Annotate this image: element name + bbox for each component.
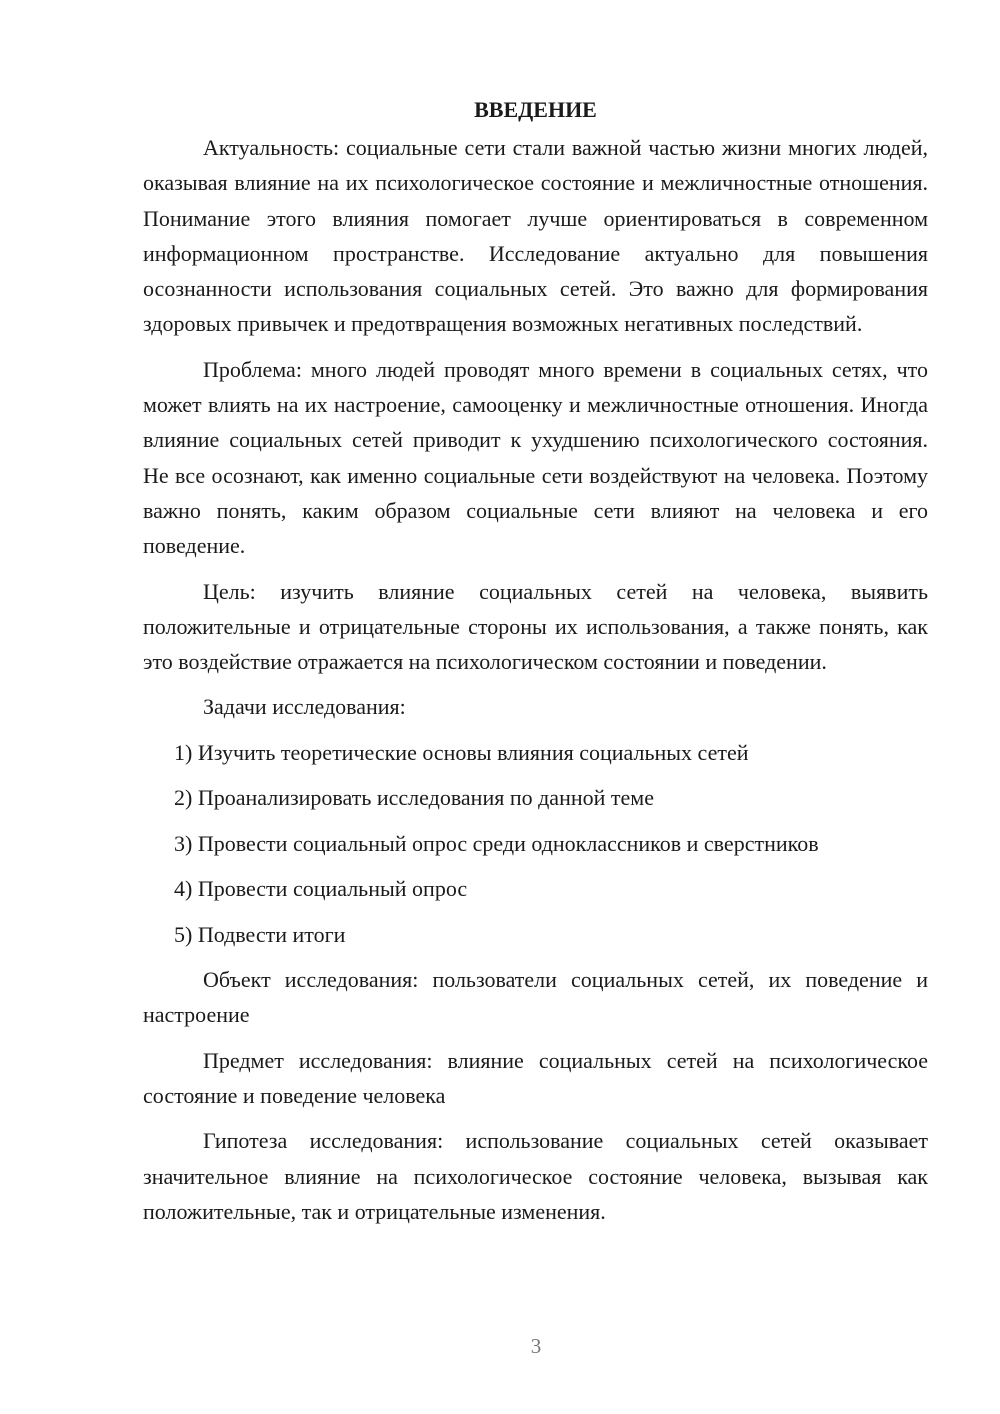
paragraph-subject: Предмет исследования: влияние социальных сетей на психологическое состояние и поведение человека: [143, 1047, 928, 1109]
task-list: [143, 735, 928, 952]
task-item: 4) Провести социальный опрос: [174, 876, 468, 902]
section-title: ВВЕДЕНИЕ: [474, 97, 597, 122]
paragraph-goal: Цель: изучить влияние социальных сетей на человека, выявить положительные и отрицательные стороны их использования, а также понять, как это воздействие отражается на психологическом состоянии и поведении.: [143, 578, 928, 675]
page-number: 3: [530, 1334, 542, 1358]
tasks-heading: Задачи исследования:: [203, 694, 406, 720]
task-item: 5) Подвести итоги: [174, 921, 346, 947]
paragraph-relevance: Актуальность: социальные сети стали важной частью жизни многих людей, оказывая влияние на их психологическое состояние и межличностные отношения. Понимание этого влияния помогает лучше ориентироваться в современном информационном пространстве. Исследование актуально для повышения осознанности использования социальных сетей. Это важно для формирования здоровых привычек и предотвращения возможных негативных последствий.: [143, 135, 928, 337]
task-item: 1) Изучить теоретические основы влияния социальных сетей: [174, 739, 749, 765]
paragraph-problem: Проблема: много людей проводят много времени в социальных сетях, что может влиять на их настроение, самооценку и межличностные отношения. Иногда влияние социальных сетей приводит к ухудшению психологического состояния. Не все осознают, как именно социальные сети воздействуют на человека. Поэтому важно понять, каким образом социальные сети влияют на человека и его поведение.: [143, 356, 928, 559]
paragraph-object: Объект исследования: пользователи социальных сетей, их поведение и настроение: [143, 967, 928, 1028]
task-item: 3) Провести социальный опрос среди одноклассников и сверстников: [174, 830, 819, 856]
task-item: 2) Проанализировать исследования по данной теме: [174, 785, 654, 811]
paragraph-hypothesis: Гипотеза исследования: использование социальных сетей оказывает значительное влияние на психологическое состояние человека, вызывая как положительные, так и отрицательные изменения.: [143, 1128, 928, 1224]
document-page: [143, 92, 928, 1239]
